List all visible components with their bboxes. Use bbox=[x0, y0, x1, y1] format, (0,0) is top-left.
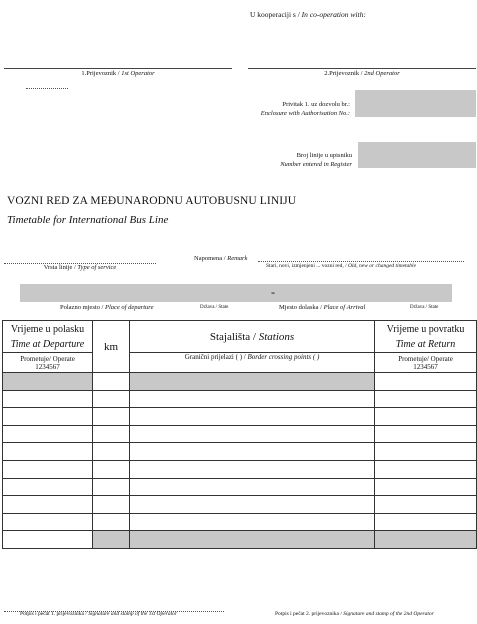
table-row bbox=[3, 531, 477, 549]
stations-header bbox=[130, 321, 375, 353]
departure-time-cell[interactable] bbox=[3, 478, 93, 496]
days-right-label: 1234567 bbox=[413, 362, 438, 371]
departure-label-en: Place of departure bbox=[104, 304, 154, 311]
station-cell[interactable] bbox=[130, 408, 375, 426]
departure-time-cell[interactable] bbox=[3, 373, 93, 391]
table-row bbox=[3, 425, 477, 443]
border-crossing-header bbox=[130, 353, 375, 373]
arrival-label-en: Place of Arrival bbox=[323, 304, 366, 311]
km-cell[interactable] bbox=[93, 478, 130, 496]
departure-time-cell[interactable] bbox=[3, 513, 93, 531]
table-row bbox=[3, 460, 477, 478]
operate-right-label: Prometuje/ Operate bbox=[398, 354, 453, 363]
remark-label bbox=[194, 255, 247, 262]
stations-title: Stajališta / bbox=[209, 330, 259, 343]
remark-label-hr: Napomena / bbox=[194, 255, 228, 262]
operator-2-label bbox=[248, 70, 476, 77]
cooperation-label bbox=[250, 10, 366, 19]
operate-left-header bbox=[3, 353, 93, 373]
return-time-cell[interactable] bbox=[375, 390, 477, 408]
service-type-label bbox=[4, 264, 156, 271]
departure-time-cell[interactable] bbox=[3, 408, 93, 426]
return-header bbox=[375, 321, 477, 353]
route-bar[interactable] bbox=[20, 284, 452, 302]
operator-2-label-en: 2nd Operator bbox=[364, 70, 400, 77]
signature-1-label-hr: Potpis i pečat 1. prijevoznika / bbox=[20, 611, 89, 617]
route-dash: - bbox=[271, 285, 275, 299]
register-label-hr: Broj linije u upisniku bbox=[296, 152, 352, 159]
km-cell[interactable] bbox=[93, 373, 130, 391]
register-label-en: Number entered in Register bbox=[280, 161, 352, 168]
station-cell[interactable] bbox=[130, 531, 375, 549]
return-time-cell[interactable] bbox=[375, 460, 477, 478]
border-label-en: Border crossing points ( ) bbox=[247, 353, 320, 361]
table-row bbox=[3, 408, 477, 426]
signature-1-label-en: Signature and stamp of the 1st Operator bbox=[88, 611, 177, 617]
timetable-status-label bbox=[266, 263, 416, 269]
operator-2-line bbox=[248, 68, 476, 69]
return-time-cell[interactable] bbox=[375, 443, 477, 461]
return-time-cell[interactable] bbox=[375, 513, 477, 531]
cooperation-label-hr: U kooperaciji s / bbox=[250, 10, 302, 19]
station-cell[interactable] bbox=[130, 373, 375, 391]
authorisation-label-en: Enclosure with Authorisation No.: bbox=[260, 110, 350, 117]
border-label: Granični prijelazi ( ) / bbox=[184, 353, 248, 361]
km-cell[interactable] bbox=[93, 425, 130, 443]
station-cell[interactable] bbox=[130, 460, 375, 478]
page-subtitle: Timetable for International Bus Line bbox=[7, 214, 169, 226]
station-cell[interactable] bbox=[130, 496, 375, 514]
timetable-status-label-en: Old, new or changed timetable bbox=[348, 263, 417, 269]
km-cell[interactable] bbox=[93, 443, 130, 461]
departure-title: Vrijeme u polasku bbox=[10, 323, 85, 335]
timetable-status-label-hr: Stari, novi, izmjenjeni ... vozni red, / bbox=[266, 263, 349, 269]
state-label-2: Država / State bbox=[410, 305, 439, 310]
cooperation-label-en: In co-operation with: bbox=[301, 10, 366, 19]
remark-label-en: Remark bbox=[227, 255, 248, 262]
table-subheader-row bbox=[3, 353, 477, 373]
authorisation-label bbox=[200, 100, 350, 118]
return-time-cell[interactable] bbox=[375, 531, 477, 549]
page-title: VOZNI RED ZA MEĐUNARODNU AUTOBUSNU LINIJU bbox=[7, 195, 297, 207]
station-cell[interactable] bbox=[130, 425, 375, 443]
signature-2-label-hr: Potpis i pečat 2. prijevoznika / bbox=[275, 611, 344, 617]
operator-2-label-hr: 2.Prijevoznik / bbox=[324, 70, 365, 77]
table-row bbox=[3, 443, 477, 461]
return-title-en: Time at Return bbox=[395, 338, 456, 350]
return-time-cell[interactable] bbox=[375, 425, 477, 443]
km-cell[interactable] bbox=[93, 496, 130, 514]
departure-time-cell[interactable] bbox=[3, 390, 93, 408]
departure-time-cell[interactable] bbox=[3, 531, 93, 549]
remark-line bbox=[258, 261, 464, 262]
signature-2-label bbox=[275, 611, 434, 617]
table-header-row bbox=[3, 321, 477, 353]
departure-time-cell[interactable] bbox=[3, 460, 93, 478]
days-left-label: 1234567 bbox=[35, 362, 60, 371]
return-time-cell[interactable] bbox=[375, 496, 477, 514]
km-cell[interactable] bbox=[93, 513, 130, 531]
operator-1-label bbox=[4, 70, 232, 77]
departure-label bbox=[60, 304, 153, 311]
timetable-table bbox=[2, 320, 477, 549]
arrival-label-hr: Mjesto dolaska / bbox=[279, 304, 324, 311]
stations-title-en: Stations bbox=[258, 330, 295, 343]
km-cell[interactable] bbox=[93, 408, 130, 426]
signature-2-label-en: Signature and stamp of the 2nd Operator bbox=[343, 611, 434, 617]
km-header: km bbox=[93, 321, 130, 373]
km-cell[interactable] bbox=[93, 460, 130, 478]
operator-1-label-hr: 1.Prijevoznik / bbox=[81, 70, 122, 77]
table-row bbox=[3, 390, 477, 408]
station-cell[interactable] bbox=[130, 443, 375, 461]
departure-time-cell[interactable] bbox=[3, 496, 93, 514]
operator-1-label-en: 1st Operator bbox=[121, 70, 155, 77]
return-time-cell[interactable] bbox=[375, 478, 477, 496]
operator-1-line bbox=[4, 68, 232, 69]
departure-title-en: Time at Departure bbox=[10, 338, 85, 350]
station-cell[interactable] bbox=[130, 390, 375, 408]
table-row bbox=[3, 478, 477, 496]
operate-right-header bbox=[375, 353, 477, 373]
return-time-cell[interactable] bbox=[375, 408, 477, 426]
departure-time-cell[interactable] bbox=[3, 443, 93, 461]
authorisation-label-hr: Privitak 1. uz dozvolu br.: bbox=[282, 101, 350, 108]
departure-label-hr: Polazno mjesto / bbox=[60, 304, 105, 311]
state-label-1: Država / State bbox=[200, 305, 229, 310]
register-label bbox=[200, 151, 352, 169]
arrival-label bbox=[279, 304, 365, 311]
operate-left-label: Prometuje/ Operate bbox=[20, 354, 75, 363]
km-cell[interactable] bbox=[93, 531, 130, 549]
departure-time-cell[interactable] bbox=[3, 425, 93, 443]
station-cell[interactable] bbox=[130, 513, 375, 531]
register-field[interactable] bbox=[358, 142, 476, 168]
table-row bbox=[3, 513, 477, 531]
km-cell[interactable] bbox=[93, 390, 130, 408]
return-title: Vrijeme u povratku bbox=[386, 323, 465, 335]
authorisation-field[interactable] bbox=[355, 90, 476, 117]
signature-1-label bbox=[20, 611, 177, 617]
table-row bbox=[3, 496, 477, 514]
station-cell[interactable] bbox=[130, 478, 375, 496]
departure-header bbox=[3, 321, 93, 353]
small-dotted-mark bbox=[26, 88, 68, 89]
table-row bbox=[3, 373, 477, 391]
return-time-cell[interactable] bbox=[375, 373, 477, 391]
service-type-label-hr: Vrsta linije / bbox=[43, 264, 78, 271]
service-type-label-en: Type of service bbox=[77, 264, 117, 271]
